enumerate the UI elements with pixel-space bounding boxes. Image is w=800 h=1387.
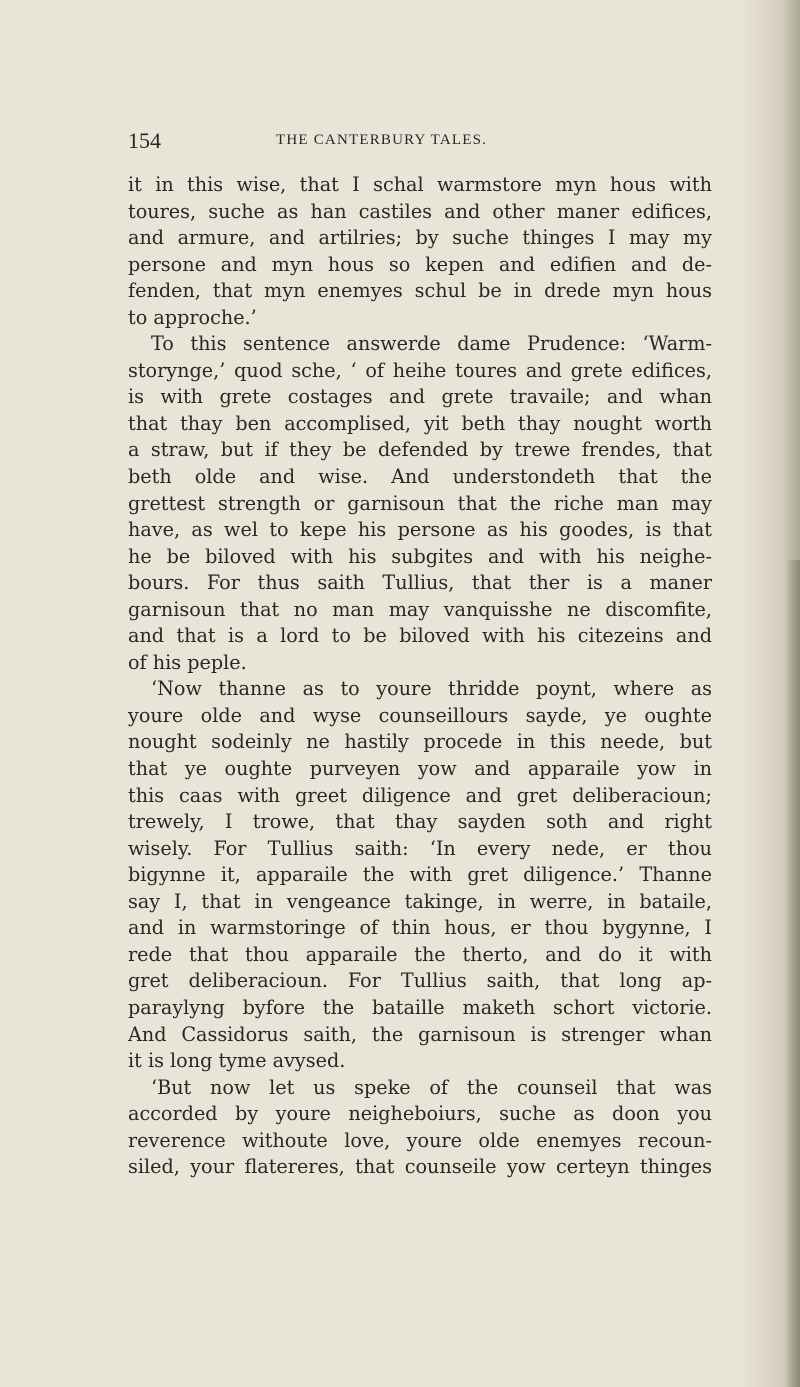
text-line: siled, your flatereres, that counseile yow certeyn thinges (128, 1155, 712, 1179)
text-line: to approche.’ (128, 305, 257, 329)
text-line: it in this wise, that I schal warmstore myn hous with (128, 173, 712, 196)
text-line: this caas with greet diligence and gret deliberacioun; (128, 783, 712, 807)
page-binding-edge (786, 560, 800, 1387)
text-line: fenden, that myn enemyes schul be in drede myn hous (128, 279, 712, 303)
page-header (128, 128, 698, 158)
text-line: garnisoun that no man may vanquisshe ne discomfite, (128, 597, 712, 621)
text-line: trewely, I trowe, that thay sayden soth and right (128, 810, 712, 834)
text-line: it is long tyme avysed. (128, 1049, 346, 1073)
text-line: and in warmstoringe of thin hous, er thou bygynne, I (128, 916, 712, 940)
text-line: of his peple. (128, 650, 247, 674)
text-line: grettest strength or garnisoun that the riche man may (128, 491, 712, 515)
text-line: And Cassidorus saith, the garnisoun is strenger whan (128, 1022, 712, 1046)
running-title: THE CANTERBURY TALES. (276, 132, 488, 148)
text-line: To this sentence answerde dame Prudence: ‘Warm- (151, 332, 712, 356)
page-number: 154 (128, 128, 161, 153)
text-line: youre olde and wyse counseillours sayde, ye oughte (128, 703, 712, 727)
text-line: accorded by youre neigheboiurs, suche as doon you (128, 1102, 712, 1126)
text-line: toures, suche as han castiles and other maner edifices, (128, 199, 712, 223)
text-line: bours. For thus saith Tullius, that ther is a maner (128, 571, 712, 595)
text-line: and that is a lord to be biloved with his citezeins and (128, 624, 712, 648)
text-line: have, as wel to kepe his persone as his goodes, is that (128, 518, 712, 542)
text-line: nought sodeinly ne hastily procede in this neede, but (128, 730, 712, 754)
text-line: is with grete costages and grete travaile; and whan (128, 385, 712, 409)
text-line: that ye oughte purveyen yow and apparaile yow in (128, 757, 712, 781)
text-line: reverence withoute love, youre olde enemyes recoun- (128, 1128, 712, 1152)
text-line: ‘Now thanne as to youre thridde poynt, where as (151, 677, 712, 701)
text-line: and armure, and artilries; by suche thinges I may my (128, 226, 712, 250)
text-line: that thay ben accomplised, yit beth thay nought worth (128, 411, 712, 435)
body-text (128, 172, 712, 1181)
text-line: he be biloved with his subgites and with his neighe- (128, 544, 712, 568)
text-line: beth olde and wise. And understondeth that the (128, 465, 712, 489)
text-line: storynge,’ quod sche, ‘ of heihe toures and grete edifices, (128, 358, 712, 382)
text-line: wisely. For Tullius saith: ‘In every nede, er thou (128, 836, 712, 860)
text-line: a straw, but if they be defended by trewe frendes, that (128, 438, 712, 462)
text-line: say I, that in vengeance takinge, in werre, in bataile, (128, 889, 712, 913)
text-line: persone and myn hous so kepen and edifien and de- (128, 252, 712, 276)
text-line: ‘But now let us speke of the counseil that was (151, 1075, 712, 1099)
text-line: gret deliberacioun. For Tullius saith, that long ap- (128, 969, 712, 993)
text-line: paraylyng byfore the bataille maketh schort victorie. (128, 995, 712, 1019)
text-line: rede that thou apparaile the therto, and do it with (128, 942, 712, 966)
text-line: bigynne it, apparaile the with gret diligence.’ Thanne (128, 863, 712, 887)
